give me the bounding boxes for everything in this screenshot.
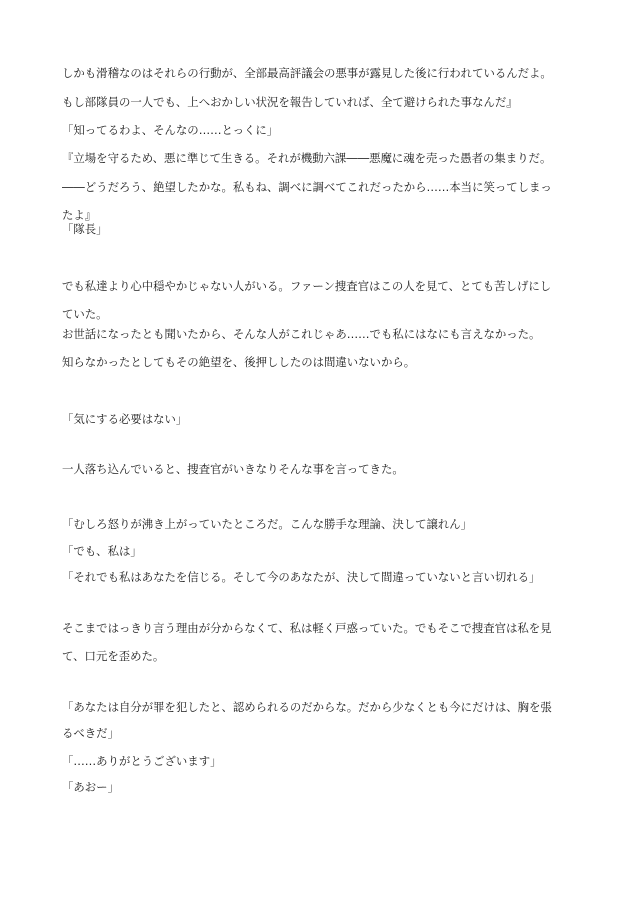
text-line: 知らなかったとしてもその絶望を、後押ししたのは間違いないから。 (62, 355, 416, 369)
text-line: もし部隊員の一人でも、上へおかしい状況を報告していれば、全て避けられた事なんだ』 (62, 95, 518, 109)
text-line: 「知ってるわよ、そんなの……とっくに」 (62, 123, 279, 137)
text-line: 「あおー」 (62, 780, 119, 794)
text-line: ていた。 (62, 307, 108, 321)
text-line: 一人落ち込んでいると、捜査官がいきなりそんな事を言ってきた。 (62, 462, 404, 476)
text-line: 「でも、私は」 (62, 544, 142, 558)
text-line: しかも滑稽なのはそれらの行動が、全部最高評議会の悪事が露見した後に行われているんだよ。 (62, 66, 552, 80)
text-line: 「むしろ怒りが沸き上がっていたところだ。こんな勝手な理論、決して譲れん」 (62, 517, 473, 531)
text-line: 『立場を守るため、悪に準じて生きる。それが機動六課――悪魔に魂を売った愚者の集まりだ。 (62, 151, 552, 165)
text-line: 「気にする必要はない」 (62, 412, 188, 426)
text-line: そこまではっきり言う理由が分からなくて、私は軽く戸惑っていた。でもそこで捜査官は私を見 (62, 621, 552, 635)
text-line: ――どうだろう、絶望したかな。私もね、調べに調べてこれだったから……本当に笑ってしまっ (62, 180, 552, 194)
text-line: 「隊長」 (62, 222, 108, 236)
text-line: 「あなたは自分が罪を犯したと、認められるのだからな。だから少なくとも今にだけは、胸を張 (62, 700, 552, 714)
text-line: て、口元を歪めた。 (62, 649, 165, 663)
text-line: でも私達より心中穏やかじゃない人がいる。ファーン捜査官はこの人を見て、とても苦しげにし (62, 279, 552, 293)
text-line: 「それでも私はあなたを信じる。そして今のあなたが、決して間違っていないと言い切れる」 (62, 570, 541, 584)
text-line: るべきだ」 (62, 726, 119, 740)
text-line: たよ』 (62, 208, 97, 222)
text-line: お世話になったとも聞いたから、そんな人がこれじゃあ……でも私にはなにも言えなかった。 (62, 327, 541, 341)
text-line: 「……ありがとうございます」 (62, 754, 222, 768)
